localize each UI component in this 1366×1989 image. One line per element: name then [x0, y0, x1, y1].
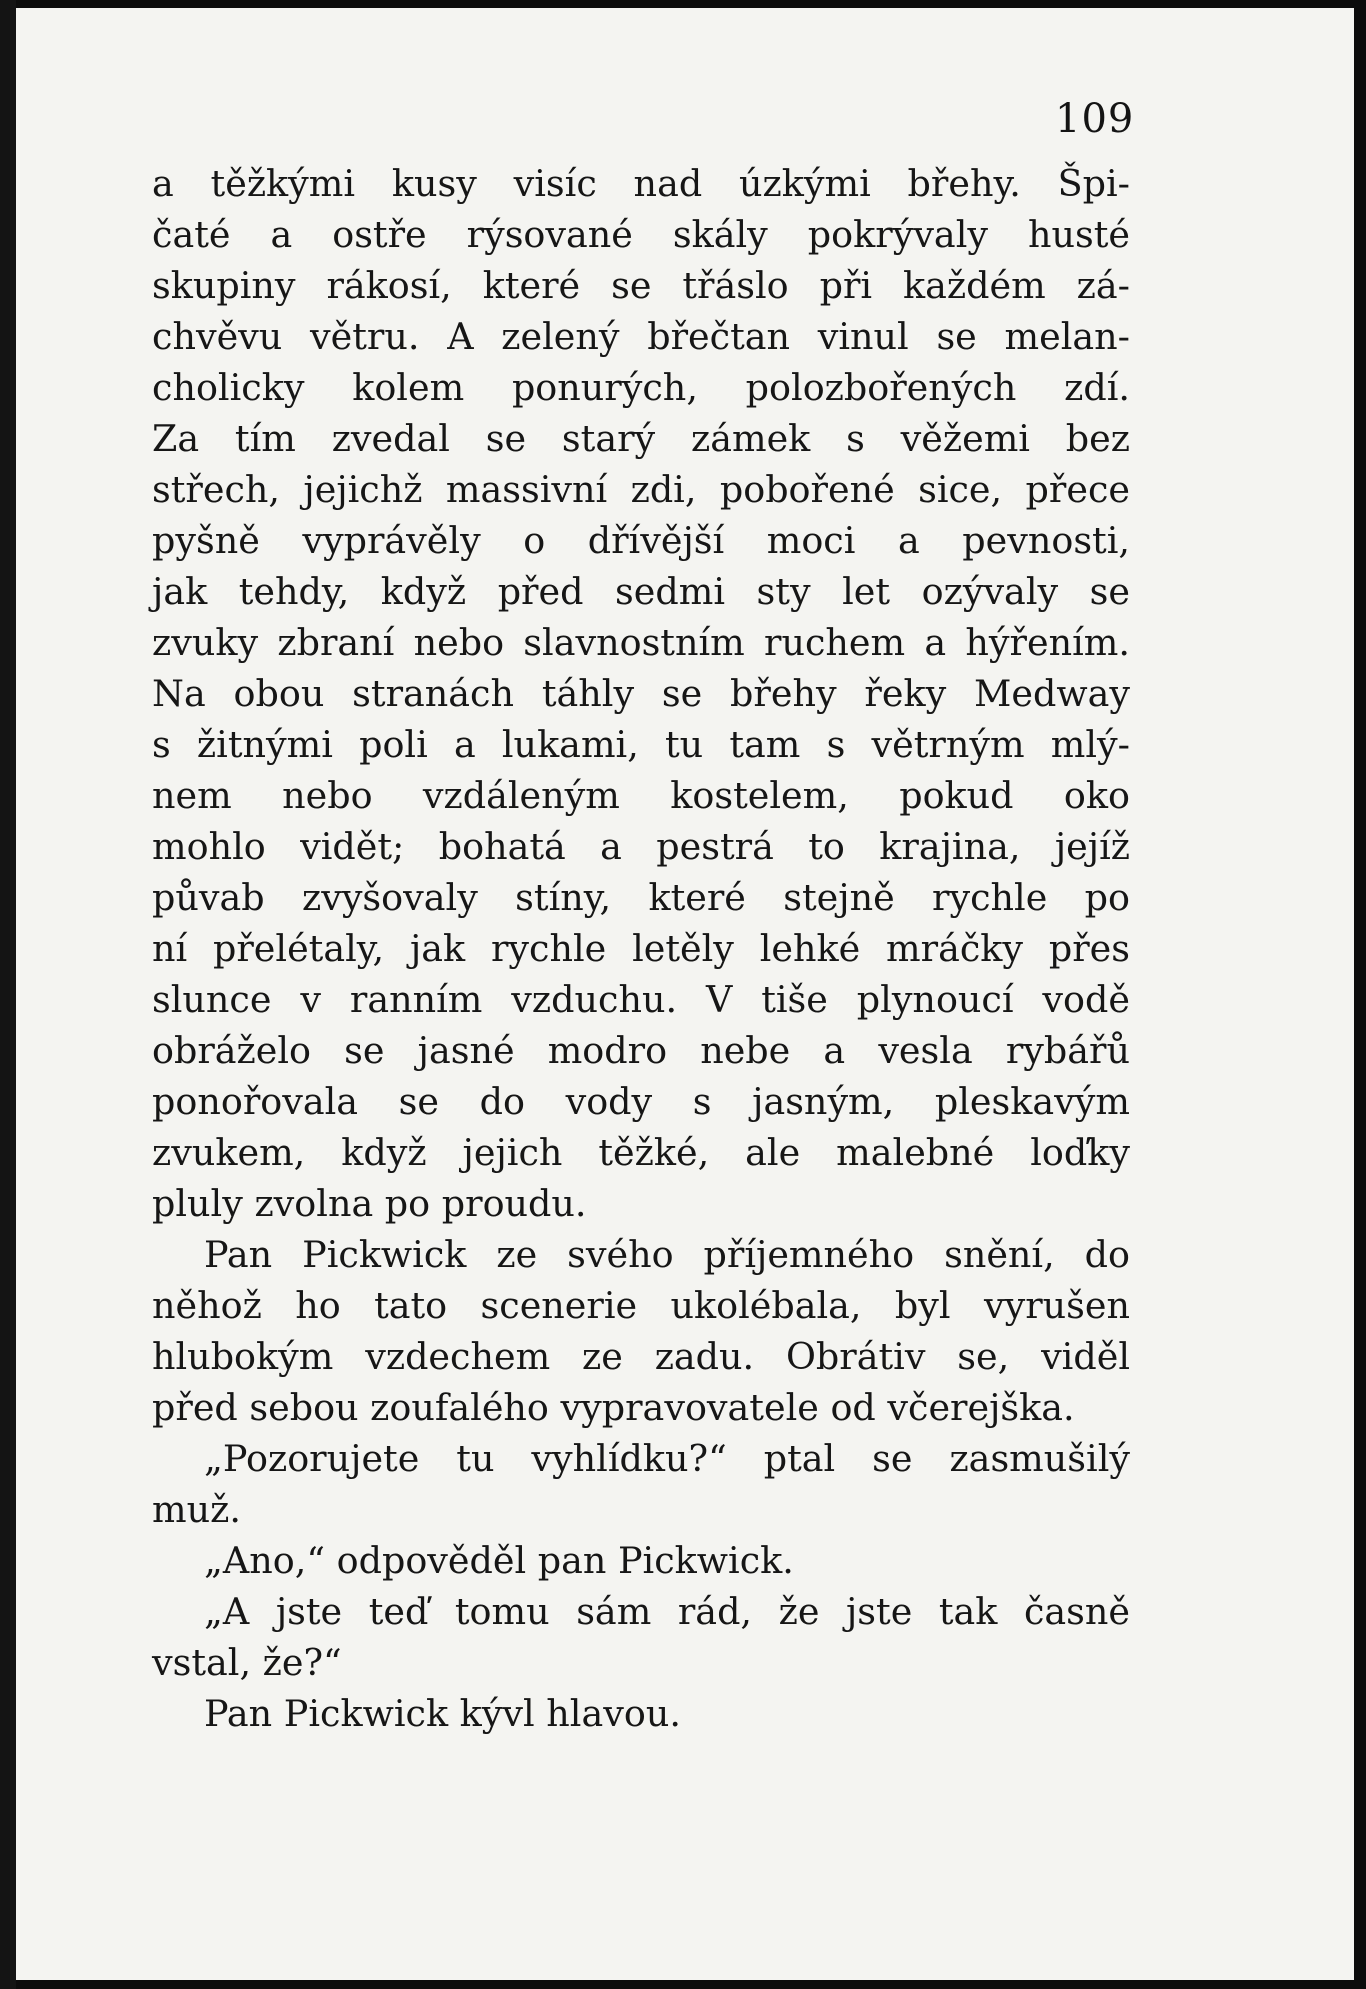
text-line: půvab zvyšovaly stíny, které stejně rychle po: [152, 876, 1130, 919]
text-line: Na obou stranách táhly se břehy řeky Medway: [152, 672, 1130, 715]
text-line: střech, jejichž massivní zdi, pobořené sice, přece: [152, 468, 1130, 511]
text-line: „Pozorujete tu vyhlídku?“ ptal se zasmušilý: [204, 1437, 1130, 1480]
text-line: a těžkými kusy visíc nad úzkými břehy. Špi-: [152, 162, 1130, 205]
scan-left-edge: [0, 0, 16, 1989]
text-line: „Ano,“ odpověděl pan Pickwick.: [204, 1539, 794, 1582]
text-line: jak tehdy, když před sedmi sty let ozývaly se: [152, 570, 1130, 613]
text-line: zvuky zbraní nebo slavnostním ruchem a hýřením.: [152, 621, 1130, 664]
text-line: slunce v ranním vzduchu. V tiše plynoucí vodě: [152, 978, 1130, 1021]
text-line: zvukem, když jejich těžké, ale malebné loďky: [152, 1131, 1130, 1174]
text-line: „A jste teď tomu sám rád, že jste tak časně: [204, 1590, 1130, 1633]
page-number: 109: [1055, 96, 1135, 142]
text-line: skupiny rákosí, které se třáslo při každém zá-: [152, 264, 1130, 307]
text-line: Pan Pickwick ze svého příjemného snění, do: [204, 1233, 1130, 1276]
text-line: ponořovala se do vody s jasným, pleskavým: [152, 1080, 1130, 1123]
text-line: nem nebo vzdáleným kostelem, pokud oko: [152, 774, 1130, 817]
text-line: ní přelétaly, jak rychle letěly lehké mráčky přes: [152, 927, 1130, 970]
text-line: vstal, že?“: [152, 1641, 342, 1684]
text-line: pyšně vyprávěly o dřívější moci a pevnosti,: [152, 519, 1130, 562]
text-line: muž.: [152, 1488, 241, 1531]
text-line: chvěvu větru. A zelený břečtan vinul se melan-: [152, 315, 1130, 358]
text-line: čaté a ostře rýsované skály pokrývaly husté: [152, 213, 1130, 256]
text-line: před sebou zoufalého vypravovatele od včerejška.: [152, 1386, 1075, 1429]
text-line: Pan Pickwick kývl hlavou.: [204, 1692, 681, 1735]
text-line: Za tím zvedal se starý zámek s věžemi bez: [152, 417, 1130, 460]
text-line: cholicky kolem ponurých, polozbořených zdí.: [152, 366, 1130, 409]
text-line: obráželo se jasné modro nebe a vesla rybářů: [152, 1029, 1130, 1072]
text-line: něhož ho tato scenerie ukolébala, byl vyrušen: [152, 1284, 1130, 1327]
text-line: pluly zvolna po proudu.: [152, 1182, 587, 1225]
text-line: mohlo vidět; bohatá a pestrá to krajina, jejíž: [152, 825, 1130, 868]
text-line: s žitnými poli a lukami, tu tam s větrným mlý-: [152, 723, 1130, 766]
text-line: hlubokým vzdechem ze zadu. Obrátiv se, viděl: [152, 1335, 1130, 1378]
body-text: [152, 158, 1130, 1739]
